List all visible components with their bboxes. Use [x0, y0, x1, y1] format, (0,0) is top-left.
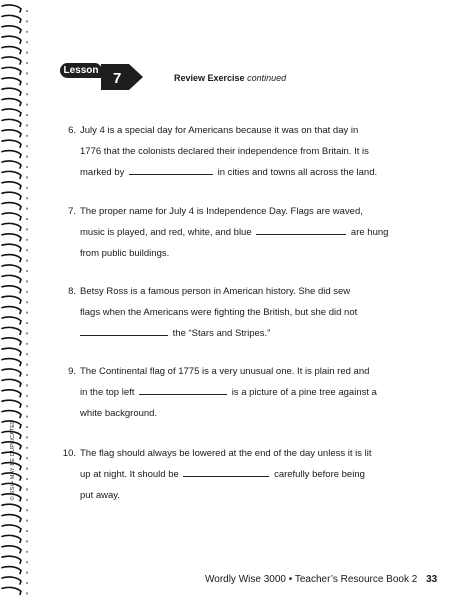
spiral-coil [2, 26, 21, 33]
spiral-coil [2, 577, 21, 584]
spiral-coil [2, 182, 21, 189]
item-line: Betsy Ross is a famous person in American history. She did sew [80, 286, 351, 297]
line-text: carefully before being [274, 469, 365, 480]
spiral-hole [26, 468, 28, 470]
answer-blank[interactable] [139, 384, 227, 395]
spiral-hole [26, 416, 28, 418]
item-line: The flag should always be lowered at the end of the day unless it is lit [80, 448, 372, 459]
book-title: Wordly Wise 3000 • Teacher’s Resource Book 2 [205, 574, 418, 585]
answer-blank[interactable] [183, 466, 269, 477]
spiral-hole [26, 208, 28, 210]
spiral-coil [2, 275, 21, 282]
spiral-coil [2, 535, 21, 542]
exercise-title [174, 73, 286, 83]
spiral-coil [2, 390, 21, 397]
spiral-coil [2, 203, 21, 210]
answer-blank[interactable] [129, 164, 213, 175]
title-suffix: continued [247, 73, 287, 83]
spiral-hole [26, 228, 28, 230]
spiral-coil [2, 109, 21, 116]
spiral-hole [26, 197, 28, 199]
spiral-coil [2, 244, 21, 251]
spiral-coil [2, 515, 21, 522]
line-text: in the top left [80, 387, 135, 398]
spiral-hole [26, 436, 28, 438]
spiral-hole [26, 301, 28, 303]
spiral-hole [26, 280, 28, 282]
spiral-hole [26, 270, 28, 272]
spiral-coil [2, 57, 21, 64]
spiral-coil [2, 255, 21, 262]
spiral-coil [2, 587, 21, 594]
title-main: Review Exercise [174, 73, 245, 83]
answer-blank[interactable] [80, 325, 168, 336]
spiral-coil [2, 151, 21, 158]
spiral-hole [26, 145, 28, 147]
spiral-hole [26, 291, 28, 293]
spiral-hole [26, 114, 28, 116]
spiral-hole [26, 72, 28, 74]
answer-blank[interactable] [256, 224, 346, 235]
spiral-coil [2, 15, 21, 22]
spiral-coil [2, 67, 21, 74]
spiral-hole [26, 364, 28, 366]
spiral-coil [2, 369, 21, 376]
item-number: 10. [62, 448, 76, 459]
spiral-coil [2, 47, 21, 54]
item-line: flags when the Americans were fighting the British, but she did not [80, 307, 358, 318]
spiral-coil [2, 379, 21, 386]
spiral-coil [2, 296, 21, 303]
spiral-hole [26, 540, 28, 542]
spiral-hole [26, 135, 28, 137]
spiral-coil [2, 546, 21, 553]
copyright-notice [6, 405, 20, 515]
spiral-coil [2, 307, 21, 314]
spiral-hole [26, 239, 28, 241]
line-text: up at night. It should be [80, 469, 179, 480]
spiral-hole [26, 343, 28, 345]
copyright-text: © SSI • MAY BE DUPLICATED [10, 419, 16, 501]
spiral-hole [26, 488, 28, 490]
spiral-hole [26, 582, 28, 584]
spiral-coil [2, 317, 21, 324]
page-footer [205, 574, 437, 585]
spiral-hole [26, 509, 28, 511]
lesson-header [60, 60, 320, 100]
spiral-hole [26, 176, 28, 178]
spiral-hole [26, 457, 28, 459]
spiral-coil [2, 213, 21, 220]
item-line [80, 382, 405, 403]
spiral-coil [2, 286, 21, 293]
lesson-number: 7 [113, 70, 122, 87]
spiral-hole [26, 260, 28, 262]
spiral-hole [26, 83, 28, 85]
spiral-hole [26, 31, 28, 33]
spiral-hole [26, 384, 28, 386]
line-text: are hung [350, 227, 389, 238]
item-line: The proper name for July 4 is Independence Day. Flags are waved, [80, 206, 363, 217]
lesson-arrow-badge [101, 60, 145, 94]
spiral-hole [26, 218, 28, 220]
spiral-coil [2, 265, 21, 272]
spiral-hole [26, 93, 28, 95]
spiral-coil [2, 99, 21, 106]
spiral-hole [26, 572, 28, 574]
spiral-hole [26, 187, 28, 189]
spiral-coil [2, 567, 21, 574]
spiral-hole [26, 478, 28, 480]
spiral-hole [26, 104, 28, 106]
item-number: 6. [68, 125, 76, 136]
item-number: 7. [68, 206, 76, 217]
spiral-coil [2, 234, 21, 241]
spiral-coil [2, 223, 21, 230]
spiral-coil [2, 525, 21, 532]
item-line [80, 323, 405, 344]
item-line [80, 162, 405, 183]
spiral-coil [2, 348, 21, 355]
spiral-coil [2, 130, 21, 137]
item-line: from public buildings. [80, 248, 170, 259]
spiral-coil [2, 192, 21, 199]
spiral-hole [26, 447, 28, 449]
spiral-hole [26, 499, 28, 501]
item-line: July 4 is a special day for Americans because it was on that day in [80, 125, 359, 136]
spiral-hole [26, 561, 28, 563]
line-text: is a picture of a pine tree against a [231, 387, 377, 398]
spiral-hole [26, 10, 28, 12]
spiral-hole [26, 426, 28, 428]
line-text: the “Stars and Stripes.” [172, 328, 271, 339]
spiral-hole [26, 592, 28, 594]
item-line: white background. [80, 408, 158, 419]
item-line [80, 464, 405, 485]
spiral-hole [26, 520, 28, 522]
spiral-hole [26, 405, 28, 407]
spiral-hole [26, 166, 28, 168]
lesson-label: Lesson [60, 63, 102, 78]
spiral-hole [26, 353, 28, 355]
spiral-coil [2, 338, 21, 345]
spiral-hole [26, 41, 28, 43]
item-line: put away. [80, 490, 120, 501]
line-text: marked by [80, 167, 125, 178]
line-text: music is played, and red, white, and blue [80, 227, 252, 238]
spiral-coil [2, 556, 21, 563]
spiral-hole [26, 312, 28, 314]
spiral-coil [2, 359, 21, 366]
spiral-hole [26, 249, 28, 251]
spiral-hole [26, 156, 28, 158]
spiral-hole [26, 530, 28, 532]
spiral-hole [26, 52, 28, 54]
spiral-coil [2, 327, 21, 334]
spiral-coil [2, 88, 21, 95]
item-line: 1776 that the colonists declared their independence from Britain. It is [80, 146, 369, 157]
spiral-coil [2, 171, 21, 178]
spiral-coil [2, 78, 21, 85]
item-number: 9. [68, 366, 76, 377]
spiral-hole [26, 395, 28, 397]
item-line: The Continental flag of 1775 is a very unusual one. It is plain red and [80, 366, 370, 377]
spiral-hole [26, 124, 28, 126]
spiral-coil [2, 36, 21, 43]
spiral-hole [26, 374, 28, 376]
line-text: in cities and towns all across the land. [217, 167, 378, 178]
spiral-hole [26, 551, 28, 553]
item-number: 8. [68, 286, 76, 297]
spiral-coil [2, 119, 21, 126]
spiral-coil [2, 140, 21, 147]
spiral-hole [26, 332, 28, 334]
spiral-hole [26, 20, 28, 22]
page-number: 33 [426, 574, 438, 585]
spiral-hole [26, 322, 28, 324]
spiral-coil [2, 5, 21, 12]
item-line [80, 222, 405, 243]
spiral-coil [2, 161, 21, 168]
spiral-hole [26, 62, 28, 64]
